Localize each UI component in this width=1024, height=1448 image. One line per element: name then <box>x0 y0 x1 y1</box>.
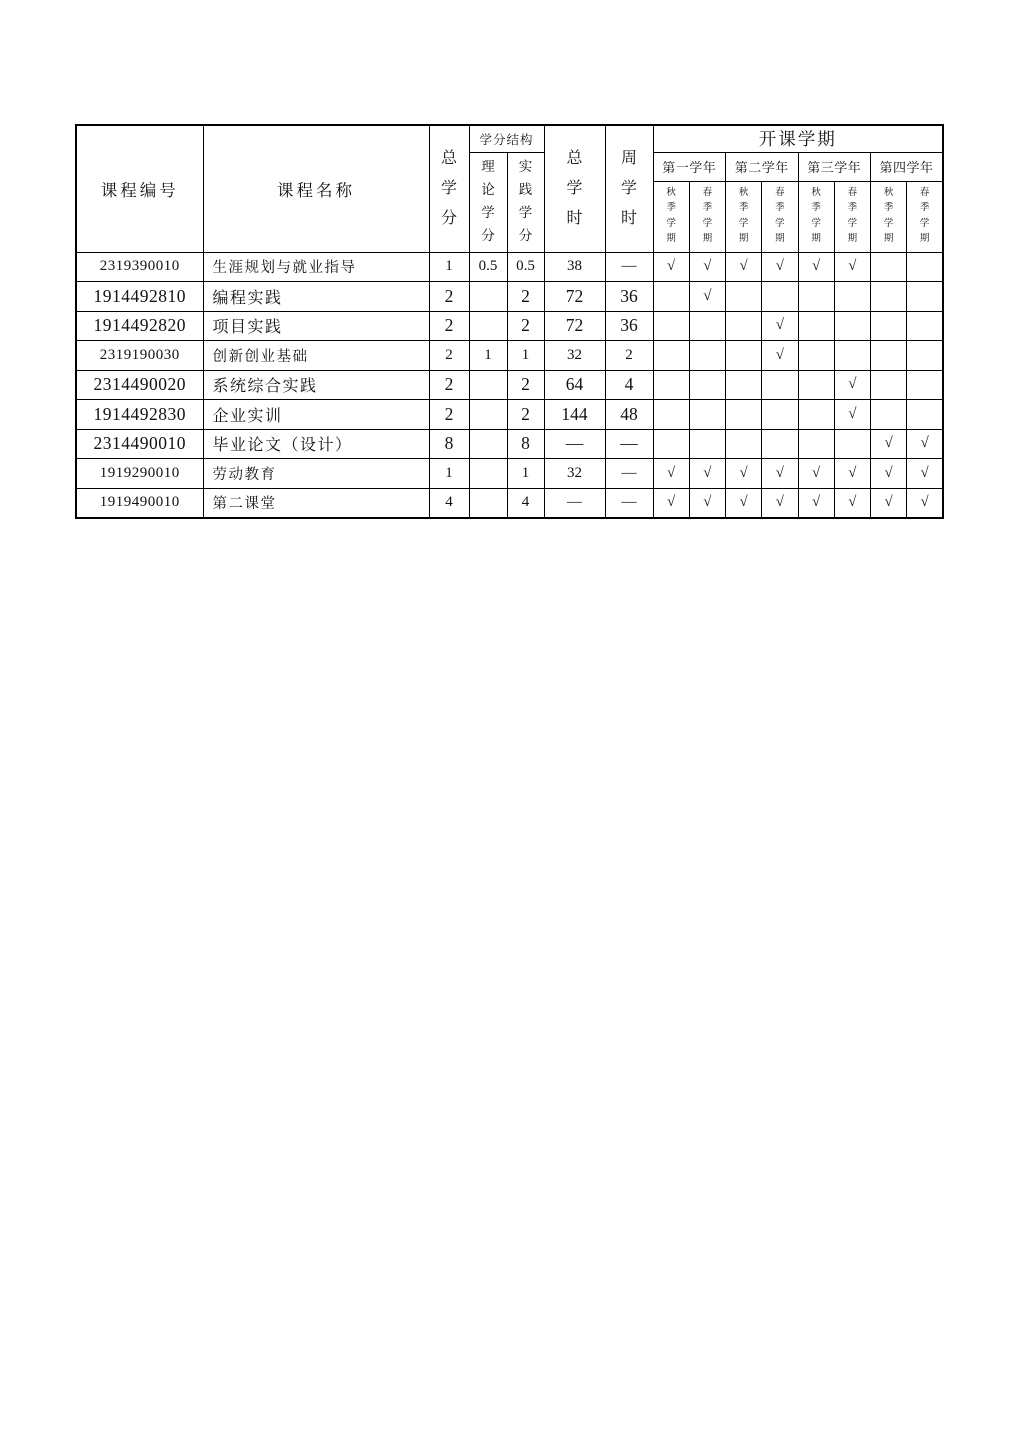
course-id-cell: 2314490010 <box>76 429 203 459</box>
theory-credits-cell <box>469 488 507 518</box>
semester-check-cell: √ <box>689 488 725 518</box>
header-year-1: 第一学年 <box>653 152 726 181</box>
course-id-cell: 1919490010 <box>76 488 203 518</box>
course-id-cell: 1914492810 <box>76 282 203 312</box>
theory-credits-cell: 0.5 <box>469 252 507 282</box>
course-id-cell: 2319190030 <box>76 341 203 371</box>
course-row <box>76 252 943 282</box>
header-course-name: 课程名称 <box>203 125 429 252</box>
header-practice-credits-label: 实践学分 <box>518 159 533 243</box>
semester-empty-cell <box>689 341 725 371</box>
semester-check-cell: √ <box>871 488 907 518</box>
header-semester-y4-fall <box>871 181 907 252</box>
semester-empty-cell <box>726 429 762 459</box>
semester-empty-cell <box>907 252 943 282</box>
practice-credits-cell: 1 <box>507 341 544 371</box>
semester-empty-cell <box>762 370 798 400</box>
total-hours-cell: 32 <box>544 459 605 489</box>
theory-credits-cell <box>469 459 507 489</box>
theory-credits-cell <box>469 370 507 400</box>
course-name-cell: 编程实践 <box>203 282 429 312</box>
semester-empty-cell <box>689 311 725 341</box>
semester-empty-cell <box>871 252 907 282</box>
semester-check-cell: √ <box>762 252 798 282</box>
header-semester-y4-spring <box>907 181 943 252</box>
semester-check-cell: √ <box>762 341 798 371</box>
weekly-hours-cell: — <box>605 459 653 489</box>
course-row <box>76 370 943 400</box>
semester-empty-cell <box>726 341 762 371</box>
course-row <box>76 459 943 489</box>
theory-credits-cell <box>469 282 507 312</box>
course-row <box>76 311 943 341</box>
semester-label: 春季学期 <box>919 187 930 244</box>
semester-check-cell: √ <box>653 252 689 282</box>
course-id-cell: 2319390010 <box>76 252 203 282</box>
course-name-cell: 劳动教育 <box>203 459 429 489</box>
course-row <box>76 488 943 518</box>
theory-credits-cell: 1 <box>469 341 507 371</box>
total-hours-cell: 64 <box>544 370 605 400</box>
total-credits-cell: 2 <box>429 311 469 341</box>
weekly-hours-cell: — <box>605 429 653 459</box>
practice-credits-cell: 1 <box>507 459 544 489</box>
semester-label: 春季学期 <box>775 187 785 244</box>
header-semester-y1-spring <box>689 181 725 252</box>
header-year-2: 第二学年 <box>726 152 799 181</box>
semester-label: 秋季学期 <box>883 187 894 244</box>
semester-empty-cell <box>871 311 907 341</box>
header-semester-y2-fall <box>726 181 762 252</box>
weekly-hours-cell: 4 <box>605 370 653 400</box>
semester-check-cell: √ <box>834 488 870 518</box>
semester-check-cell: √ <box>834 400 870 430</box>
semester-empty-cell <box>762 429 798 459</box>
semester-check-cell: √ <box>907 429 943 459</box>
semester-label: 秋季学期 <box>666 187 676 244</box>
semester-check-cell: √ <box>689 459 725 489</box>
semester-check-cell: √ <box>762 311 798 341</box>
course-name-cell: 毕业论文（设计） <box>203 429 429 459</box>
semester-check-cell: √ <box>834 459 870 489</box>
total-hours-cell: 32 <box>544 341 605 371</box>
header-total-credits <box>429 125 469 252</box>
header-theory-credits-label: 理论学分 <box>481 159 495 243</box>
total-credits-cell: 8 <box>429 429 469 459</box>
theory-credits-cell <box>469 311 507 341</box>
semester-empty-cell <box>689 429 725 459</box>
semester-empty-cell <box>689 370 725 400</box>
semester-label: 春季学期 <box>702 187 713 244</box>
semester-empty-cell <box>798 341 834 371</box>
semester-empty-cell <box>907 370 943 400</box>
weekly-hours-cell: 36 <box>605 282 653 312</box>
course-schedule-table <box>75 124 944 519</box>
header-weekly-hours-label: 周学时 <box>621 150 638 227</box>
semester-empty-cell <box>871 282 907 312</box>
semester-check-cell: √ <box>834 252 870 282</box>
semester-check-cell: √ <box>653 459 689 489</box>
header-semester-y1-fall <box>653 181 689 252</box>
semester-empty-cell <box>653 341 689 371</box>
semester-empty-cell <box>871 370 907 400</box>
course-row <box>76 400 943 430</box>
total-credits-cell: 1 <box>429 252 469 282</box>
semester-empty-cell <box>762 400 798 430</box>
header-weekly-hours <box>605 125 653 252</box>
course-row <box>76 282 943 312</box>
course-row <box>76 429 943 459</box>
semester-empty-cell <box>726 370 762 400</box>
weekly-hours-cell: 36 <box>605 311 653 341</box>
course-id-cell: 1914492830 <box>76 400 203 430</box>
semester-empty-cell <box>907 282 943 312</box>
header-theory-credits <box>469 152 507 252</box>
header-total-credits-label: 总学分 <box>440 150 457 227</box>
theory-credits-cell <box>469 429 507 459</box>
semester-empty-cell <box>907 341 943 371</box>
semester-empty-cell <box>907 311 943 341</box>
semester-empty-cell <box>907 400 943 430</box>
semester-empty-cell <box>798 429 834 459</box>
total-hours-cell: 144 <box>544 400 605 430</box>
total-hours-cell: 72 <box>544 282 605 312</box>
course-name-cell: 企业实训 <box>203 400 429 430</box>
practice-credits-cell: 0.5 <box>507 252 544 282</box>
semester-check-cell: √ <box>907 488 943 518</box>
practice-credits-cell: 2 <box>507 311 544 341</box>
theory-credits-cell <box>469 400 507 430</box>
semester-check-cell: √ <box>726 252 762 282</box>
header-semester-y3-spring <box>834 181 870 252</box>
practice-credits-cell: 4 <box>507 488 544 518</box>
weekly-hours-cell: — <box>605 488 653 518</box>
semester-check-cell: √ <box>834 370 870 400</box>
semester-check-cell: √ <box>907 459 943 489</box>
total-hours-cell: — <box>544 488 605 518</box>
header-offering-semester: 开课学期 <box>653 125 943 152</box>
semester-empty-cell <box>798 282 834 312</box>
semester-empty-cell <box>653 429 689 459</box>
total-credits-cell: 2 <box>429 282 469 312</box>
total-credits-cell: 2 <box>429 400 469 430</box>
semester-empty-cell <box>653 400 689 430</box>
total-credits-cell: 2 <box>429 341 469 371</box>
total-hours-cell: 72 <box>544 311 605 341</box>
semester-empty-cell <box>798 370 834 400</box>
header-semester-y2-spring <box>762 181 798 252</box>
course-name-cell: 项目实践 <box>203 311 429 341</box>
course-row <box>76 341 943 371</box>
semester-empty-cell <box>871 341 907 371</box>
course-name-cell: 第二课堂 <box>203 488 429 518</box>
semester-check-cell: √ <box>762 459 798 489</box>
semester-check-cell: √ <box>798 459 834 489</box>
semester-check-cell: √ <box>689 252 725 282</box>
semester-check-cell: √ <box>653 488 689 518</box>
semester-empty-cell <box>726 282 762 312</box>
semester-check-cell: √ <box>798 252 834 282</box>
semester-empty-cell <box>834 341 870 371</box>
semester-check-cell: √ <box>798 488 834 518</box>
semester-empty-cell <box>798 311 834 341</box>
semester-check-cell: √ <box>871 429 907 459</box>
practice-credits-cell: 2 <box>507 282 544 312</box>
weekly-hours-cell: 2 <box>605 341 653 371</box>
practice-credits-cell: 2 <box>507 370 544 400</box>
header-total-hours <box>544 125 605 252</box>
semester-label: 春季学期 <box>847 187 858 244</box>
weekly-hours-cell: — <box>605 252 653 282</box>
header-total-hours-label: 总学时 <box>566 150 583 227</box>
total-hours-cell: 38 <box>544 252 605 282</box>
course-id-cell: 1914492820 <box>76 311 203 341</box>
semester-check-cell: √ <box>726 459 762 489</box>
semester-empty-cell <box>834 429 870 459</box>
semester-empty-cell <box>653 370 689 400</box>
header-semester-y3-fall <box>798 181 834 252</box>
course-name-cell: 生涯规划与就业指导 <box>203 252 429 282</box>
semester-empty-cell <box>871 400 907 430</box>
total-credits-cell: 1 <box>429 459 469 489</box>
semester-empty-cell <box>689 400 725 430</box>
practice-credits-cell: 8 <box>507 429 544 459</box>
semester-label: 秋季学期 <box>811 187 821 244</box>
semester-empty-cell <box>762 282 798 312</box>
semester-label: 秋季学期 <box>738 187 749 244</box>
semester-empty-cell <box>653 311 689 341</box>
semester-empty-cell <box>726 311 762 341</box>
weekly-hours-cell: 48 <box>605 400 653 430</box>
semester-empty-cell <box>653 282 689 312</box>
semester-check-cell: √ <box>689 282 725 312</box>
total-credits-cell: 2 <box>429 370 469 400</box>
semester-empty-cell <box>834 311 870 341</box>
semester-check-cell: √ <box>726 488 762 518</box>
total-credits-cell: 4 <box>429 488 469 518</box>
practice-credits-cell: 2 <box>507 400 544 430</box>
total-hours-cell: — <box>544 429 605 459</box>
semester-empty-cell <box>834 282 870 312</box>
course-id-cell: 1919290010 <box>76 459 203 489</box>
header-year-3: 第三学年 <box>798 152 871 181</box>
course-id-cell: 2314490020 <box>76 370 203 400</box>
semester-empty-cell <box>798 400 834 430</box>
semester-check-cell: √ <box>762 488 798 518</box>
header-course-id: 课程编号 <box>76 125 203 252</box>
semester-check-cell: √ <box>871 459 907 489</box>
header-year-4: 第四学年 <box>871 152 944 181</box>
semester-empty-cell <box>726 400 762 430</box>
course-name-cell: 系统综合实践 <box>203 370 429 400</box>
course-name-cell: 创新创业基础 <box>203 341 429 371</box>
course-table-body <box>76 252 943 518</box>
header-practice-credits <box>507 152 544 252</box>
header-credit-structure: 学分结构 <box>469 125 544 152</box>
